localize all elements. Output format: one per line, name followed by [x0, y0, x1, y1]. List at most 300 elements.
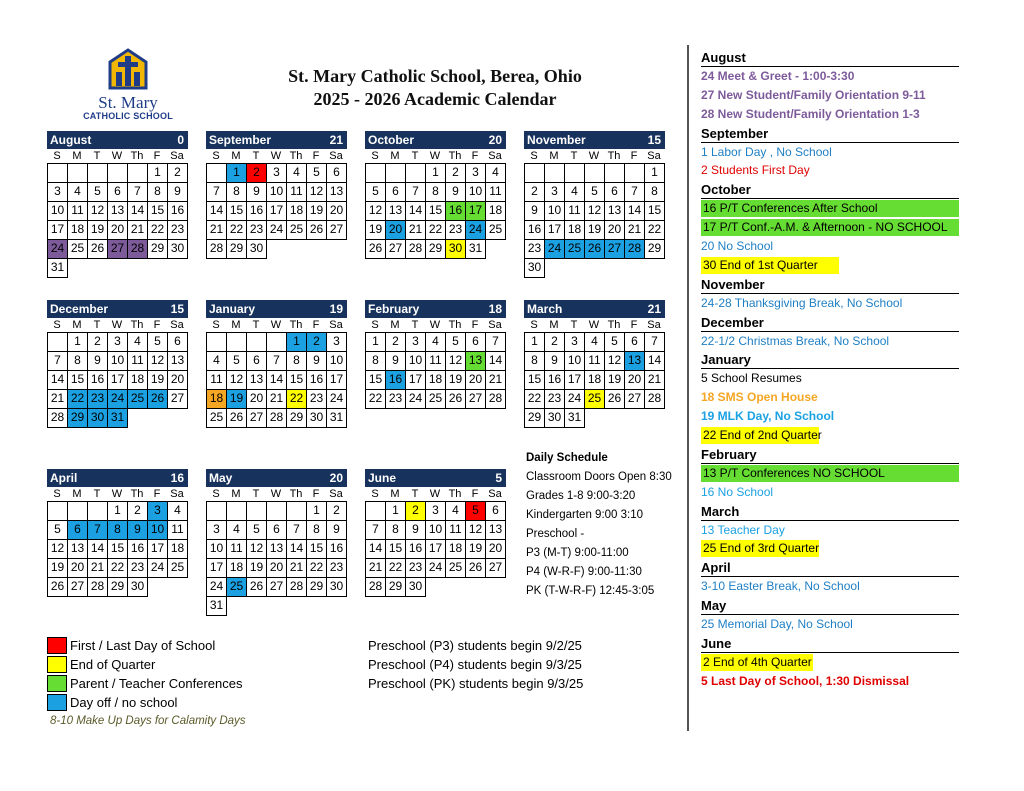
day-cell-empty	[365, 163, 386, 183]
day-cell: 3	[266, 163, 287, 183]
weekday-label: T	[252, 150, 260, 162]
day-cell: 14	[286, 539, 307, 559]
weekday-row	[365, 487, 506, 501]
day-cell: 18	[167, 539, 188, 559]
day-cell-empty	[286, 501, 307, 521]
day-cell: 7	[365, 520, 386, 540]
day-cell: 11	[67, 201, 88, 221]
month-name: August	[50, 133, 92, 147]
day-cell: 26	[584, 239, 605, 259]
day-cell: 6	[485, 501, 506, 521]
day-cell: 1	[107, 501, 128, 521]
day-cell: 28	[365, 577, 386, 597]
day-cell: 18	[206, 389, 227, 409]
day-cell: 31	[564, 408, 585, 428]
day-cell: 18	[584, 370, 605, 390]
school-day-count: 20	[488, 133, 502, 147]
day-cell-empty	[226, 501, 247, 521]
month-header	[524, 131, 665, 149]
school-day-count: 5	[495, 471, 502, 485]
month-february	[365, 300, 506, 408]
month-name: May	[209, 471, 233, 485]
month-november	[524, 131, 665, 277]
day-cell: 16	[544, 370, 565, 390]
day-cell: 9	[385, 351, 406, 371]
day-cell: 30	[445, 239, 466, 259]
day-cell: 1	[425, 163, 446, 183]
day-cell: 5	[226, 351, 247, 371]
day-cell: 28	[266, 408, 287, 428]
day-cell: 13	[167, 351, 188, 371]
day-grid	[47, 163, 188, 277]
day-cell: 31	[465, 239, 486, 259]
weekday-label: W	[111, 150, 123, 162]
day-cell: 24	[405, 389, 426, 409]
day-cell: 27	[624, 389, 645, 409]
weekday-label: S	[53, 319, 61, 331]
day-cell: 28	[644, 389, 665, 409]
day-cell: 13	[266, 539, 287, 559]
day-cell: 31	[206, 596, 227, 616]
school-logo	[58, 48, 198, 128]
day-cell: 5	[365, 182, 386, 202]
day-cell: 30	[127, 577, 148, 597]
day-cell: 27	[326, 220, 347, 240]
day-cell: 12	[226, 370, 247, 390]
weekday-label: S	[371, 150, 379, 162]
weekday-row	[524, 149, 665, 163]
schedule-line: PK (T-W-R-F) 12:45-3:05	[526, 585, 655, 597]
day-cell: 20	[266, 558, 287, 578]
day-cell: 22	[147, 220, 168, 240]
weekday-label: T	[570, 150, 578, 162]
day-cell: 17	[326, 370, 347, 390]
month-header	[365, 131, 506, 149]
day-grid	[206, 332, 347, 427]
day-cell-empty	[127, 163, 148, 183]
weekday-label: T	[93, 150, 101, 162]
day-cell-empty	[127, 408, 148, 428]
day-cell-empty	[286, 596, 307, 616]
day-cell: 9	[326, 520, 347, 540]
day-cell: 28	[286, 577, 307, 597]
weekday-label: M	[231, 319, 241, 331]
weekday-label: W	[429, 150, 441, 162]
day-cell-empty	[87, 501, 108, 521]
day-cell: 2	[306, 332, 327, 352]
day-cell: 19	[87, 220, 108, 240]
day-cell: 15	[365, 370, 386, 390]
day-cell: 24	[425, 558, 446, 578]
school-day-count: 16	[170, 471, 184, 485]
day-cell-empty	[365, 501, 386, 521]
weekday-label: Sa	[647, 150, 661, 162]
day-grid	[206, 501, 347, 615]
day-cell: 9	[127, 520, 148, 540]
month-january	[206, 300, 347, 427]
day-cell: 27	[167, 389, 188, 409]
day-cell: 16	[524, 220, 545, 240]
day-cell: 5	[147, 332, 168, 352]
day-cell: 7	[644, 332, 665, 352]
page-title: St. Mary Catholic School, Berea, Ohio	[288, 66, 582, 86]
month-october	[365, 131, 506, 258]
day-cell: 4	[206, 351, 227, 371]
day-grid	[524, 163, 665, 277]
day-cell: 19	[445, 370, 466, 390]
month-september	[206, 131, 347, 258]
day-cell: 30	[326, 577, 347, 597]
day-cell: 4	[67, 182, 88, 202]
weekday-label: Sa	[488, 488, 502, 500]
schedule-line: Classroom Doors Open 8:30	[526, 471, 672, 483]
event-item: 25 Memorial Day, No School	[701, 617, 853, 631]
day-cell: 23	[306, 389, 327, 409]
day-cell: 1	[365, 332, 386, 352]
event-month-heading: January	[701, 351, 959, 369]
day-cell-empty	[624, 258, 645, 278]
month-august	[47, 131, 188, 277]
legend-label: Parent / Teacher Conferences	[70, 676, 243, 691]
day-cell: 21	[286, 558, 307, 578]
day-cell: 24	[47, 239, 68, 259]
day-cell: 25	[286, 220, 307, 240]
day-cell-empty	[326, 596, 347, 616]
day-cell: 22	[365, 389, 386, 409]
schedule-title: Daily Schedule	[526, 452, 608, 464]
day-cell: 23	[524, 239, 545, 259]
weekday-label: W	[429, 319, 441, 331]
day-cell: 27	[266, 577, 287, 597]
day-cell-empty	[465, 577, 486, 597]
day-cell-empty	[127, 258, 148, 278]
day-cell: 19	[465, 539, 486, 559]
day-cell: 23	[544, 389, 565, 409]
event-month-heading: June	[701, 635, 959, 653]
weekday-label: S	[530, 150, 538, 162]
weekday-label: F	[312, 488, 320, 500]
weekday-label: F	[471, 488, 479, 500]
weekday-label: M	[390, 319, 400, 331]
day-cell: 30	[524, 258, 545, 278]
day-cell: 6	[624, 332, 645, 352]
weekday-label: M	[231, 150, 241, 162]
day-cell-empty	[485, 239, 506, 259]
day-cell-empty	[147, 408, 168, 428]
day-cell: 10	[564, 351, 585, 371]
event-item: 2 Students First Day	[701, 163, 810, 178]
day-cell-empty	[564, 163, 585, 183]
day-cell: 25	[226, 577, 247, 597]
day-cell: 13	[385, 201, 406, 221]
day-cell: 15	[306, 539, 327, 559]
day-cell: 20	[604, 220, 625, 240]
day-cell: 16	[385, 370, 406, 390]
day-cell: 3	[326, 332, 347, 352]
weekday-label: S	[212, 150, 220, 162]
weekday-label: F	[471, 150, 479, 162]
day-cell: 30	[87, 408, 108, 428]
weekday-label: Sa	[170, 488, 184, 500]
weekday-label: T	[252, 488, 260, 500]
event-item: 19 MLK Day, No School	[701, 409, 835, 424]
weekday-label: F	[153, 488, 161, 500]
day-cell: 6	[246, 351, 267, 371]
day-cell: 6	[604, 182, 625, 202]
weekday-row	[206, 149, 347, 163]
day-cell: 13	[67, 539, 88, 559]
day-cell-empty	[584, 163, 605, 183]
day-cell: 2	[127, 501, 148, 521]
day-cell-empty	[246, 501, 267, 521]
event-month-heading: October	[701, 181, 959, 199]
day-cell: 24	[206, 577, 227, 597]
day-cell: 14	[644, 351, 665, 371]
day-cell: 22	[425, 220, 446, 240]
weekday-label: Th	[448, 488, 462, 500]
day-cell: 24	[266, 220, 287, 240]
weekday-label: T	[411, 488, 419, 500]
weekday-label: M	[72, 319, 82, 331]
weekday-label: F	[630, 150, 638, 162]
day-cell: 18	[564, 220, 585, 240]
day-cell: 27	[485, 558, 506, 578]
day-cell: 28	[87, 577, 108, 597]
day-cell-empty	[644, 408, 665, 428]
month-may	[206, 469, 347, 615]
day-cell-empty	[167, 408, 188, 428]
day-cell: 17	[206, 558, 227, 578]
day-cell: 19	[246, 558, 267, 578]
day-cell: 15	[107, 539, 128, 559]
day-cell: 5	[445, 332, 466, 352]
day-cell: 17	[107, 370, 128, 390]
day-cell: 26	[445, 389, 466, 409]
day-cell: 16	[405, 539, 426, 559]
schedule-line: P3 (M-T) 9:00-11:00	[526, 547, 629, 559]
month-header	[47, 469, 188, 487]
day-cell: 25	[67, 239, 88, 259]
weekday-label: Sa	[170, 150, 184, 162]
day-cell: 15	[67, 370, 88, 390]
day-cell: 17	[266, 201, 287, 221]
day-cell-empty	[584, 408, 605, 428]
day-cell: 12	[306, 182, 327, 202]
event-month-heading: August	[701, 49, 959, 67]
day-cell: 26	[246, 577, 267, 597]
day-cell: 8	[644, 182, 665, 202]
day-cell: 12	[604, 351, 625, 371]
day-cell-empty	[226, 596, 247, 616]
day-cell: 11	[127, 351, 148, 371]
day-cell: 6	[326, 163, 347, 183]
legend-swatch-red	[47, 637, 67, 654]
day-cell: 7	[286, 520, 307, 540]
day-cell: 2	[326, 501, 347, 521]
day-cell: 1	[385, 501, 406, 521]
day-cell-empty	[67, 501, 88, 521]
day-cell: 26	[365, 239, 386, 259]
legend-label: First / Last Day of School	[70, 638, 216, 653]
month-header	[47, 131, 188, 149]
day-cell: 24	[107, 389, 128, 409]
day-cell-empty	[87, 163, 108, 183]
event-month-heading: December	[701, 314, 959, 332]
day-cell: 10	[425, 520, 446, 540]
day-cell: 10	[206, 539, 227, 559]
day-cell: 10	[544, 201, 565, 221]
event-month-heading: May	[701, 597, 959, 615]
day-cell: 29	[226, 239, 247, 259]
day-cell: 23	[127, 558, 148, 578]
weekday-label: Th	[607, 319, 621, 331]
event-item: 22 End of 2nd Quarter	[703, 428, 822, 442]
weekday-label: Sa	[488, 319, 502, 331]
day-cell: 27	[246, 408, 267, 428]
day-cell: 26	[87, 239, 108, 259]
day-cell: 4	[445, 501, 466, 521]
event-month-heading: April	[701, 559, 959, 577]
day-cell: 15	[644, 201, 665, 221]
day-cell: 7	[624, 182, 645, 202]
day-cell-empty	[167, 577, 188, 597]
schedule-line: Grades 1-8 9:00-3:20	[526, 490, 636, 502]
day-cell: 11	[425, 351, 446, 371]
day-cell: 20	[624, 370, 645, 390]
day-cell: 14	[206, 201, 227, 221]
day-cell: 9	[405, 520, 426, 540]
month-december	[47, 300, 188, 427]
weekday-row	[206, 487, 347, 501]
day-cell: 7	[405, 182, 426, 202]
day-cell: 18	[485, 201, 506, 221]
day-cell: 7	[127, 182, 148, 202]
day-cell: 5	[306, 163, 327, 183]
legend-item	[47, 637, 215, 654]
day-cell: 13	[624, 351, 645, 371]
day-cell: 4	[127, 332, 148, 352]
schedule-line: P4 (W-R-F) 9:00-11:30	[526, 566, 642, 578]
day-cell: 12	[47, 539, 68, 559]
legend-item	[47, 694, 177, 711]
preschool-note: Preschool (P4) students begin 9/3/25	[368, 657, 582, 672]
day-cell: 10	[107, 351, 128, 371]
crest-icon	[104, 48, 152, 92]
day-cell: 10	[266, 182, 287, 202]
day-cell: 18	[425, 370, 446, 390]
event-item: 17 P/T Conf.-A.M. & Afternoon - NO SCHOOL	[701, 219, 959, 236]
day-cell-empty	[405, 163, 426, 183]
weekday-label: W	[588, 150, 600, 162]
day-cell: 8	[147, 182, 168, 202]
day-cell: 6	[67, 520, 88, 540]
day-cell: 9	[306, 351, 327, 371]
day-cell: 30	[405, 577, 426, 597]
day-cell: 3	[107, 332, 128, 352]
weekday-label: S	[212, 319, 220, 331]
day-cell: 3	[425, 501, 446, 521]
weekday-label: T	[411, 150, 419, 162]
day-cell: 21	[644, 370, 665, 390]
event-item: 3-10 Easter Break, No School	[701, 579, 860, 594]
event-item: 16 P/T Conferences After School	[701, 200, 959, 217]
day-cell: 20	[67, 558, 88, 578]
event-month-heading: February	[701, 446, 959, 464]
weekday-label: S	[53, 150, 61, 162]
day-cell-empty	[206, 332, 227, 352]
weekday-label: W	[270, 319, 282, 331]
day-cell: 3	[147, 501, 168, 521]
weekday-label: Th	[130, 150, 144, 162]
weekday-label: T	[93, 488, 101, 500]
day-cell-empty	[246, 332, 267, 352]
day-cell: 17	[405, 370, 426, 390]
weekday-label: Th	[448, 319, 462, 331]
event-item: 2 End of 4th Quarter	[703, 654, 812, 669]
day-cell-empty	[544, 163, 565, 183]
day-cell: 17	[425, 539, 446, 559]
weekday-label: M	[390, 488, 400, 500]
day-cell: 26	[306, 220, 327, 240]
day-cell: 8	[425, 182, 446, 202]
day-cell-empty	[206, 501, 227, 521]
day-cell-empty	[266, 239, 287, 259]
day-cell: 28	[485, 389, 506, 409]
day-cell: 12	[147, 351, 168, 371]
day-cell: 4	[584, 332, 605, 352]
day-cell-empty	[67, 163, 88, 183]
month-name: March	[527, 302, 563, 316]
day-cell-empty	[87, 258, 108, 278]
day-cell: 26	[147, 389, 168, 409]
day-cell: 12	[246, 539, 267, 559]
month-header	[524, 300, 665, 318]
day-cell: 7	[485, 332, 506, 352]
day-cell-empty	[584, 258, 605, 278]
weekday-label: F	[312, 319, 320, 331]
weekday-label: F	[153, 150, 161, 162]
day-cell-empty	[167, 258, 188, 278]
legend-swatch-yellow	[47, 656, 67, 673]
legend-item	[47, 656, 155, 673]
month-header	[47, 300, 188, 318]
day-cell: 18	[445, 539, 466, 559]
day-cell-empty	[306, 596, 327, 616]
day-cell-empty	[326, 239, 347, 259]
day-cell: 18	[127, 370, 148, 390]
weekday-label: S	[53, 488, 61, 500]
day-cell: 30	[306, 408, 327, 428]
event-item: 30 End of 1st Quarter	[701, 257, 839, 274]
day-cell: 29	[107, 577, 128, 597]
day-cell: 8	[306, 520, 327, 540]
day-cell: 15	[147, 201, 168, 221]
day-cell: 8	[385, 520, 406, 540]
day-cell-empty	[544, 258, 565, 278]
weekday-row	[47, 149, 188, 163]
weekday-label: Th	[289, 488, 303, 500]
day-cell: 9	[445, 182, 466, 202]
day-cell: 14	[266, 370, 287, 390]
day-cell-empty	[604, 258, 625, 278]
weekday-label: Th	[130, 488, 144, 500]
day-cell: 11	[485, 182, 506, 202]
day-cell: 22	[306, 558, 327, 578]
weekday-label: F	[153, 319, 161, 331]
weekday-label: M	[390, 150, 400, 162]
logo-name: St. Mary	[98, 93, 158, 112]
day-cell: 27	[604, 239, 625, 259]
